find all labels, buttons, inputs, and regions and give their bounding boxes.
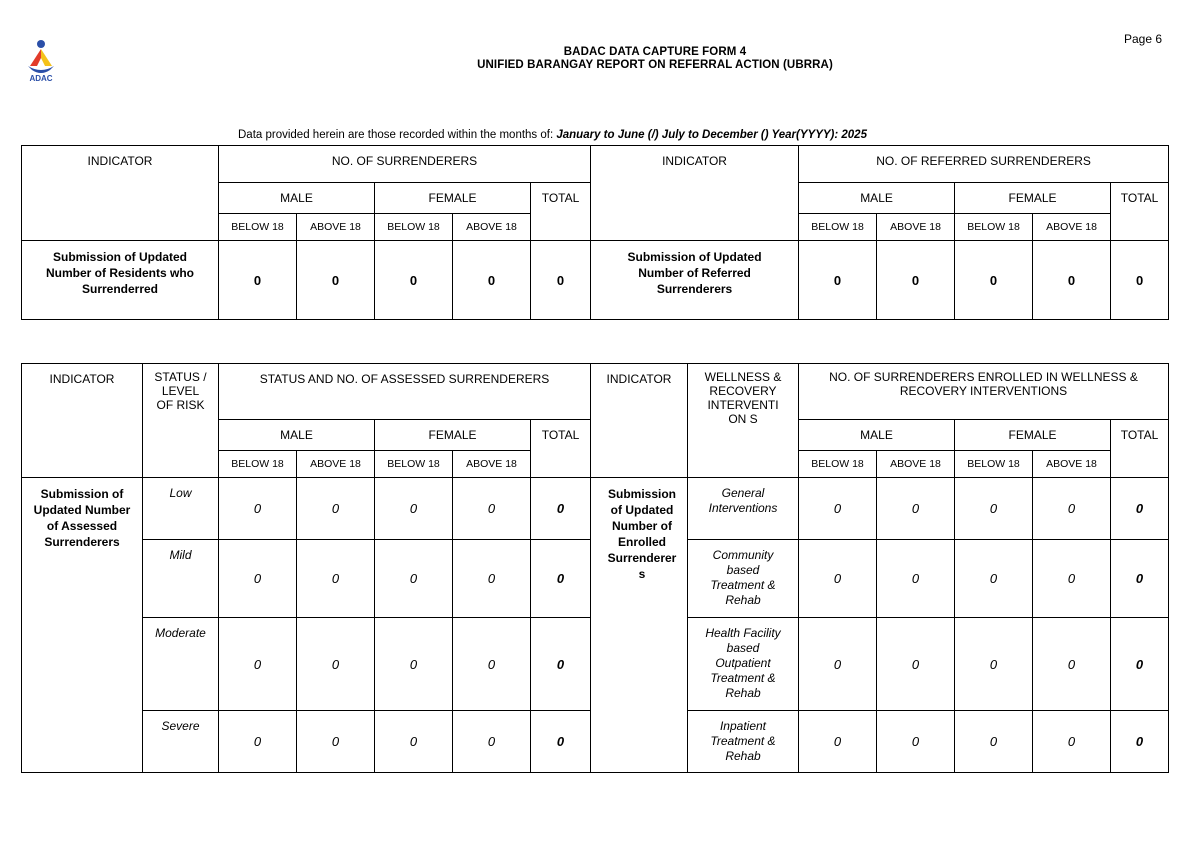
t2-risk-level: Mild <box>143 540 219 618</box>
t1-above18: ABOVE 18 <box>877 214 955 241</box>
period-prefix: Data provided herein are those recorded within the months of: <box>238 129 554 141</box>
t2-intervention: Inpatient Treatment & Rehab <box>688 711 799 773</box>
t1-value-cell: 0 <box>453 241 531 320</box>
t2-assessed-header: STATUS AND NO. OF ASSESSED SURRENDERERS <box>219 364 591 420</box>
t1-above18: ABOVE 18 <box>297 214 375 241</box>
t2-total-cell: 0 <box>531 540 591 618</box>
t2-indicator-assessed: Submission of Updated Number of Assessed Surrenderers <box>22 478 143 773</box>
t2-total-header: TOTAL <box>531 420 591 478</box>
t1-value-cell: 0 <box>375 241 453 320</box>
t2-value-cell: 0 <box>375 711 453 773</box>
t1-total-cell: 0 <box>1111 241 1169 320</box>
t2-total-header-2: TOTAL <box>1111 420 1169 478</box>
t2-value-cell: 0 <box>877 711 955 773</box>
t1-indicator-header: INDICATOR <box>22 146 219 241</box>
t1-value-cell: 0 <box>1033 241 1111 320</box>
t1-male-header-2: MALE <box>799 183 955 214</box>
t1-total-cell: 0 <box>531 241 591 320</box>
t2-value-cell: 0 <box>799 478 877 540</box>
t2-value-cell: 0 <box>375 618 453 711</box>
t1-total-header-2: TOTAL <box>1111 183 1169 241</box>
t2-total-cell: 0 <box>531 478 591 540</box>
t1-below18: BELOW 18 <box>799 214 877 241</box>
t2-value-cell: 0 <box>1033 478 1111 540</box>
t2-intervention: General Interventions <box>688 478 799 540</box>
t2-value-cell: 0 <box>375 478 453 540</box>
t2-indicator-header: INDICATOR <box>22 364 143 478</box>
logo-text: ADAC <box>29 74 53 83</box>
t1-indicator-residents: Submission of Updated Number of Residents who Surrenderred <box>22 241 219 320</box>
t2-value-cell: 0 <box>297 540 375 618</box>
t2-value-cell: 0 <box>877 618 955 711</box>
t2-value-cell: 0 <box>219 711 297 773</box>
t1-female-header-2: FEMALE <box>955 183 1111 214</box>
t2-value-cell: 0 <box>799 540 877 618</box>
t2-value-cell: 0 <box>799 711 877 773</box>
t1-below18: BELOW 18 <box>375 214 453 241</box>
t2-female-header-2: FEMALE <box>955 420 1111 451</box>
t2-female-header: FEMALE <box>375 420 531 451</box>
t2-value-cell: 0 <box>877 540 955 618</box>
t2-male-header-2: MALE <box>799 420 955 451</box>
t2-value-cell: 0 <box>453 711 531 773</box>
reporting-period <box>238 129 867 141</box>
t2-below18: BELOW 18 <box>799 451 877 478</box>
t1-total-header: TOTAL <box>531 183 591 241</box>
t2-value-cell: 0 <box>453 478 531 540</box>
t2-total-cell: 0 <box>531 711 591 773</box>
t2-value-cell: 0 <box>1033 618 1111 711</box>
t2-intervention: Health Facility based Outpatient Treatment & Rehab <box>688 618 799 711</box>
t2-above18: ABOVE 18 <box>297 451 375 478</box>
period-value: January to June (/) July to December () Year(YYYY): 2025 <box>556 129 867 141</box>
t2-value-cell: 0 <box>453 540 531 618</box>
t1-male-header: MALE <box>219 183 375 214</box>
t2-risk-level: Moderate <box>143 618 219 711</box>
t1-surrenderers-header: NO. OF SURRENDERERS <box>219 146 591 183</box>
badac-logo-icon <box>20 38 62 84</box>
t2-value-cell: 0 <box>955 540 1033 618</box>
t2-enrolled-header: NO. OF SURRENDERERS ENROLLED IN WELLNESS & RECOVERY INTERVENTIONS <box>799 364 1169 420</box>
t1-below18: BELOW 18 <box>219 214 297 241</box>
t1-value-cell: 0 <box>219 241 297 320</box>
t2-value-cell: 0 <box>1033 711 1111 773</box>
t1-value-cell: 0 <box>799 241 877 320</box>
t2-value-cell: 0 <box>955 711 1033 773</box>
page-number: Page 6 <box>1124 32 1163 46</box>
t2-value-cell: 0 <box>955 618 1033 711</box>
t2-intervention: Community based Treatment & Rehab <box>688 540 799 618</box>
t2-below18: BELOW 18 <box>375 451 453 478</box>
t2-below18: BELOW 18 <box>219 451 297 478</box>
t2-total-cell: 0 <box>531 618 591 711</box>
t2-status-header: STATUS / LEVEL OF RISK <box>143 364 219 478</box>
t2-indicator-header-2: INDICATOR <box>591 364 688 478</box>
t2-value-cell: 0 <box>219 540 297 618</box>
t2-above18: ABOVE 18 <box>877 451 955 478</box>
form-title-line1: BADAC DATA CAPTURE FORM 4 <box>563 46 747 58</box>
t1-female-header: FEMALE <box>375 183 531 214</box>
assessed-enrolled-table <box>21 363 1169 773</box>
t1-value-cell: 0 <box>877 241 955 320</box>
t2-risk-level: Low <box>143 478 219 540</box>
form-title-line2: UNIFIED BARANGAY REPORT ON REFERRAL ACTION (UBRRA) <box>477 59 833 71</box>
t2-indicator-enrolled: Submission of Updated Number of Enrolled Surrenderer s <box>591 478 688 773</box>
t2-value-cell: 0 <box>297 478 375 540</box>
t2-value-cell: 0 <box>297 711 375 773</box>
t2-value-cell: 0 <box>219 618 297 711</box>
t2-male-header: MALE <box>219 420 375 451</box>
t1-value-cell: 0 <box>297 241 375 320</box>
t2-value-cell: 0 <box>219 478 297 540</box>
t2-value-cell: 0 <box>877 478 955 540</box>
form-title <box>350 46 960 72</box>
t2-value-cell: 0 <box>453 618 531 711</box>
t2-total-cell: 0 <box>1111 540 1169 618</box>
t2-total-cell: 0 <box>1111 618 1169 711</box>
surrenderers-table <box>21 145 1169 320</box>
t2-wellness-header: WELLNESS & RECOVERY INTERVENTI ON S <box>688 364 799 478</box>
t2-total-cell: 0 <box>1111 478 1169 540</box>
t1-indicator-header-2: INDICATOR <box>591 146 799 241</box>
t1-above18: ABOVE 18 <box>1033 214 1111 241</box>
t2-risk-level: Severe <box>143 711 219 773</box>
t2-value-cell: 0 <box>375 540 453 618</box>
t2-value-cell: 0 <box>799 618 877 711</box>
t1-below18: BELOW 18 <box>955 214 1033 241</box>
t2-below18: BELOW 18 <box>955 451 1033 478</box>
t1-above18: ABOVE 18 <box>453 214 531 241</box>
t2-value-cell: 0 <box>1033 540 1111 618</box>
t1-referred-header: NO. OF REFERRED SURRENDERERS <box>799 146 1169 183</box>
t2-value-cell: 0 <box>955 478 1033 540</box>
t2-above18: ABOVE 18 <box>1033 451 1111 478</box>
t2-value-cell: 0 <box>297 618 375 711</box>
t2-above18: ABOVE 18 <box>453 451 531 478</box>
t1-indicator-referred: Submission of Updated Number of Referred Surrenderers <box>591 241 799 320</box>
t1-value-cell: 0 <box>955 241 1033 320</box>
t2-total-cell: 0 <box>1111 711 1169 773</box>
